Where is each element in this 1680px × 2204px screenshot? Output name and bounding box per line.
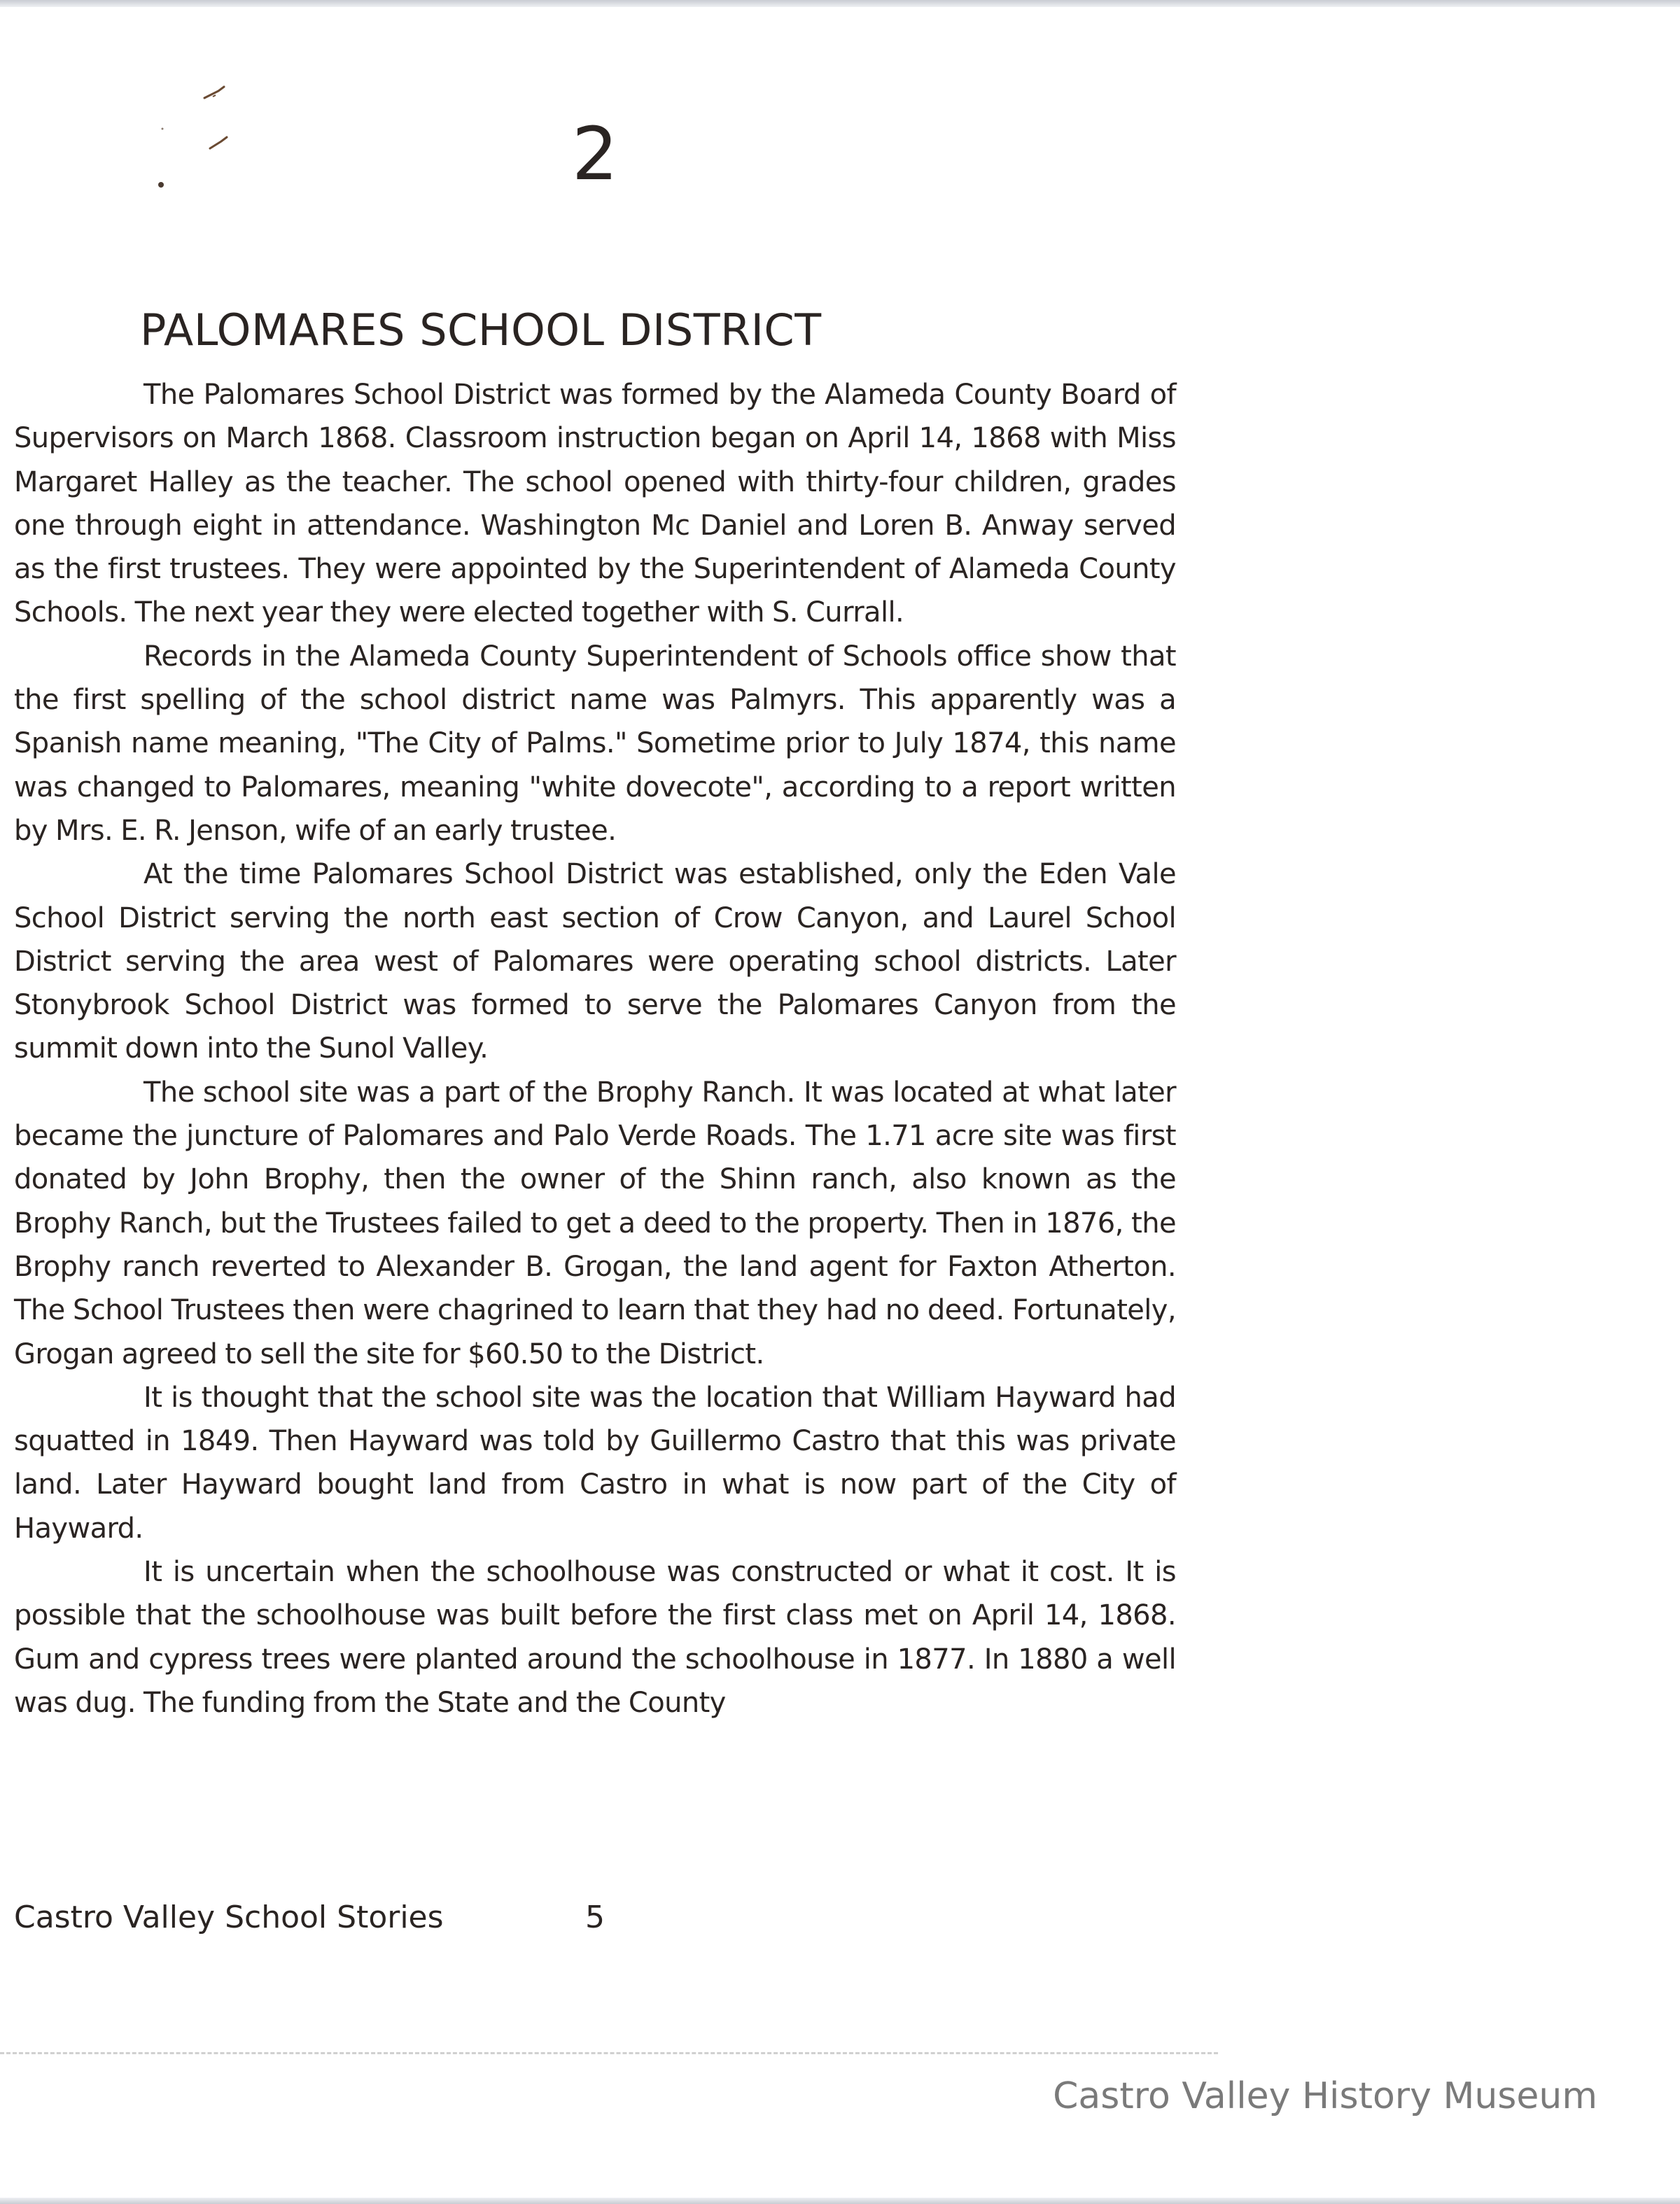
paragraph: The school site was a part of the Brophy Ranch. It was located at what later became the juncture of Palomares and Palo Verde Roads. The 1.71 acre site was first donated by John Brophy, then the owner of the Shinn ranch, also known as the Brophy Ranch, but the Trustees failed to get a deed to the property. Then in 1876, the Brophy ranch reverted to Alexander B. Grogan, the land agent for Faxton Atherton. The School Trustees then were chagrined to learn that they had no deed. Fortunately, Grogan agreed to sell the site for $60.50 to the District. <box>14 1076 1176 1370</box>
museum-watermark: Castro Valley History Museum <box>1053 2075 1597 2117</box>
paragraph: The Palomares School District was formed by the Alameda County Board of Supervisors on March 1868. Classroom instruction began on April 14, 1868 with Miss Margaret Halley as the teacher. The school opened with thirty-four children, grades one through eight in attendance. Washington Mc Daniel and Loren B. Anway served as the first trustees. They were appointed by the Superintendent of Alameda County Schools. The next year they were elected together with S. Currall. <box>14 379 1176 629</box>
paragraph: Records in the Alameda County Superintendent of Schools office show that the first spelling of the school district name was Palmyrs. This apparently was a Spanish name meaning, "The City of Palms." Sometime prior to July 1874, this name was changed to Palomares, meaning "white dovecote", according to a report written by Mrs. E. R. Jenson, wife of an early trustee. <box>14 640 1176 847</box>
paragraph: It is uncertain when the schoolhouse was constructed or what it cost. It is possible that the schoolhouse was built before the first class met on April 14, 1868. Gum and cypress trees were planted around the schoolhouse in 1877. In 1880 a well was dug. The funding from the State and the County <box>14 1556 1176 1719</box>
paragraph: It is thought that the school site was the location that William Hayward had squatted in 1849. Then Hayward was told by Guillermo Castro that this was private land. Later Hayward bought land from Castro in what is now part of the City of Hayward. <box>14 1381 1176 1545</box>
page-title: PALOMARES SCHOOL DISTRICT <box>140 304 822 356</box>
body-text <box>14 373 1176 1725</box>
paragraph: At the time Palomares School District was established, only the Eden Vale School District serving the north east section of Crow Canyon, and Laurel School District serving the area west of Palomares were operating school districts. Later Stonybrook School District was formed to serve the Palomares Canyon from the summit down into the Sunol Valley. <box>14 858 1176 1065</box>
stray-pen-marks <box>154 70 259 196</box>
footer-page-number: 5 <box>585 1900 605 1935</box>
footer-book-title: Castro Valley School Stories <box>14 1900 444 1935</box>
scan-edge-top <box>0 0 1680 7</box>
scan-divider <box>0 2052 1218 2054</box>
scan-edge-bottom <box>0 2198 1680 2204</box>
chapter-number: 2 <box>571 111 619 197</box>
